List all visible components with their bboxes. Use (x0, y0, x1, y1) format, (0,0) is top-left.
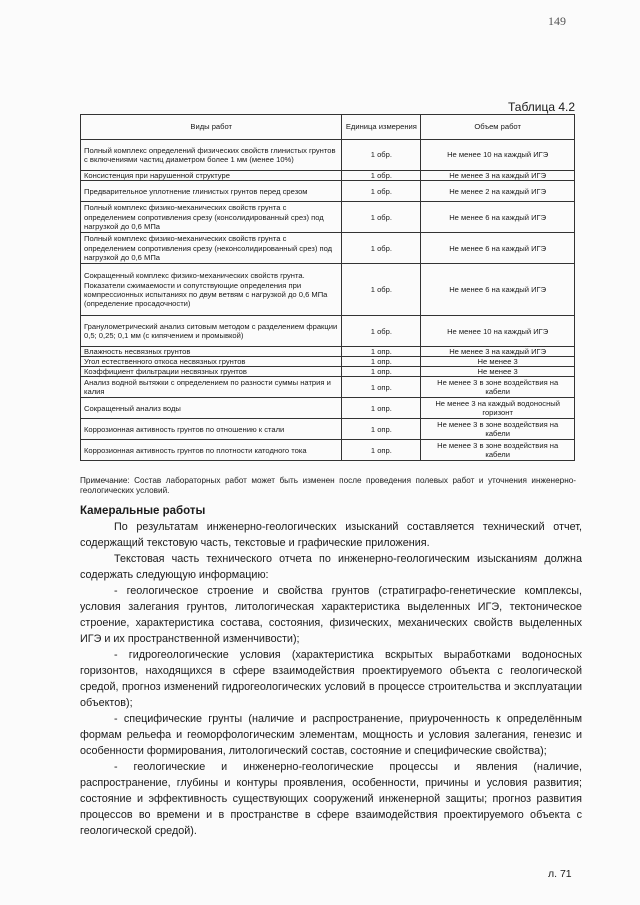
cell-unit: 1 опр. (342, 347, 421, 357)
paragraph: Текстовая часть технического отчета по инженерно-геологическим изысканиям должна содержать следующую информацию: (80, 553, 582, 581)
cell-volume: Не менее 10 на каждый ИГЭ (421, 316, 575, 347)
cell-work: Сокращенный комплекс физико-механических свойств грунта. Показатели сжимаемости и сопутствующие определения при компрессионных испытаниях по двум ветвям с нагрузкой до 0,6 МПа (определение просадочности) (81, 264, 342, 316)
cell-unit: 1 обр. (342, 181, 421, 202)
table-row (81, 181, 575, 202)
cell-unit: 1 опр. (342, 377, 421, 398)
cell-volume: Не менее 3 на каждый ИГЭ (421, 347, 575, 357)
cell-unit: 1 опр. (342, 440, 421, 461)
cell-work: Предварительное уплотнение глинистых грунтов перед срезом (81, 181, 342, 202)
table-row (81, 171, 575, 181)
cell-work: Влажность несвязных грунтов (81, 347, 342, 357)
cell-volume: Не менее 6 на каждый ИГЭ (421, 233, 575, 264)
cell-work: Полный комплекс физико-механических свойств грунта с определением сопротивления срезу (неконсолидированный срез) под нагрузкой до 0,6 МПа (81, 233, 342, 264)
cell-unit: 1 обр. (342, 316, 421, 347)
header-work-type: Виды работ (81, 115, 342, 140)
list-item: - гидрогеологические условия (характеристика вскрытых выработками водоносных горизонтов, находящихся в сфере взаимодействия проектируемого объекта с геологической средой, прогноз изменений гидрогеологических условий в процессе строительства и эксплуатации объектов); (80, 649, 582, 709)
cell-volume: Не менее 6 на каждый ИГЭ (421, 264, 575, 316)
cell-work: Полный комплекс определений физических свойств глинистых грунтов с включениями частиц диаметром более 1 мм (менее 10%) (81, 140, 342, 171)
cell-work: Угол естественного откоса несвязных грунтов (81, 357, 342, 367)
cell-volume: Не менее 3 в зоне воздействия на кабели (421, 419, 575, 440)
table-caption: Таблица 4.2 (508, 100, 576, 114)
cell-volume: Не менее 3 в зоне воздействия на кабели (421, 440, 575, 461)
table-row (81, 357, 575, 367)
cell-volume: Не менее 3 в зоне воздействия на кабели (421, 377, 575, 398)
cell-work: Гранулометрический анализ ситовым методом с разделением фракции 0,5; 0,25; 0,1 мм (с кипячением и промывкой) (81, 316, 342, 347)
table-row (81, 367, 575, 377)
list-item: - специфические грунты (наличие и распространение, приуроченность к определённым формам рельефа и геоморфологическим элементам, мощность и условия залегания, генезис и особенности формирования, литологический состав, состояние и специфические свойства); (80, 713, 582, 757)
paragraph: По результатам инженерно-геологических изысканий составляется технический отчет, содержащий текстовую часть, текстовые и графические приложения. (80, 521, 582, 549)
page-number: 149 (548, 14, 566, 28)
table-row (81, 398, 575, 419)
cell-volume: Не менее 3 (421, 367, 575, 377)
cell-unit: 1 обр. (342, 171, 421, 181)
cell-unit: 1 обр. (342, 233, 421, 264)
list-item: - геологические и инженерно-геологические процессы и явления (наличие, распространение, глубины и контуры проявления, особенности, причины и условия развития; состояние и эффективность существующих сооружений инженерной защиты; прогноз развития процессов во времени и в пространстве в сфере взаимодействия проектируемого объекта с геологической средой). (80, 761, 582, 837)
cell-volume: Не менее 3 на каждый водоносный горизонт (421, 398, 575, 419)
cell-work: Сокращенный анализ воды (81, 398, 342, 419)
table-row (81, 419, 575, 440)
cell-volume: Не менее 10 на каждый ИГЭ (421, 140, 575, 171)
cell-unit: 1 опр. (342, 367, 421, 377)
table-header-row (81, 115, 575, 140)
table-row (81, 316, 575, 347)
cell-volume: Не менее 2 на каждый ИГЭ (421, 181, 575, 202)
section-title: Камеральные работы (80, 505, 206, 517)
header-unit: Единица измерения (342, 115, 421, 140)
cell-volume: Не менее 3 (421, 357, 575, 367)
table-row (81, 440, 575, 461)
cell-work: Анализ водной вытяжки с определением по разности суммы натрия и калия (81, 377, 342, 398)
cell-unit: 1 опр. (342, 398, 421, 419)
cell-unit: 1 опр. (342, 357, 421, 367)
table-row (81, 264, 575, 316)
table-note: Примечание: Состав лабораторных работ может быть изменен после проведения полевых работ и уточнения инженерно-геологических условий. (80, 476, 576, 496)
table-row (81, 233, 575, 264)
cell-work: Коррозионная активность грунтов по плотности катодного тока (81, 440, 342, 461)
cell-volume: Не менее 3 на каждый ИГЭ (421, 171, 575, 181)
cell-work: Коэффициент фильтрации несвязных грунтов (81, 367, 342, 377)
list-item: - геологическое строение и свойства грунтов (стратиграфо-генетические комплексы, условия залегания грунтов, литологическая характеристика выделенных ИГЭ, тектоническое строение, характеристика состава, состояния, физических, механических свойств выделенных ИГЭ и их пространственной изменчивости); (80, 585, 582, 645)
cell-unit: 1 обр. (342, 140, 421, 171)
table-row (81, 347, 575, 357)
cell-work: Коррозионная активность грунтов по отношению к стали (81, 419, 342, 440)
header-volume: Объем работ (421, 115, 575, 140)
cell-work: Консистенция при нарушенной структуре (81, 171, 342, 181)
cell-volume: Не менее 6 на каждый ИГЭ (421, 202, 575, 233)
table-row (81, 377, 575, 398)
cell-unit: 1 обр. (342, 264, 421, 316)
body-text (80, 519, 582, 839)
table-row (81, 140, 575, 171)
works-table (80, 114, 575, 461)
table-row (81, 202, 575, 233)
cell-unit: 1 опр. (342, 419, 421, 440)
footer-page-number: л. 71 (548, 868, 572, 880)
cell-work: Полный комплекс физико-механических свойств грунта с определением сопротивления срезу (консолидированный срез) под нагрузкой до 0,6 МПа (81, 202, 342, 233)
cell-unit: 1 обр. (342, 202, 421, 233)
